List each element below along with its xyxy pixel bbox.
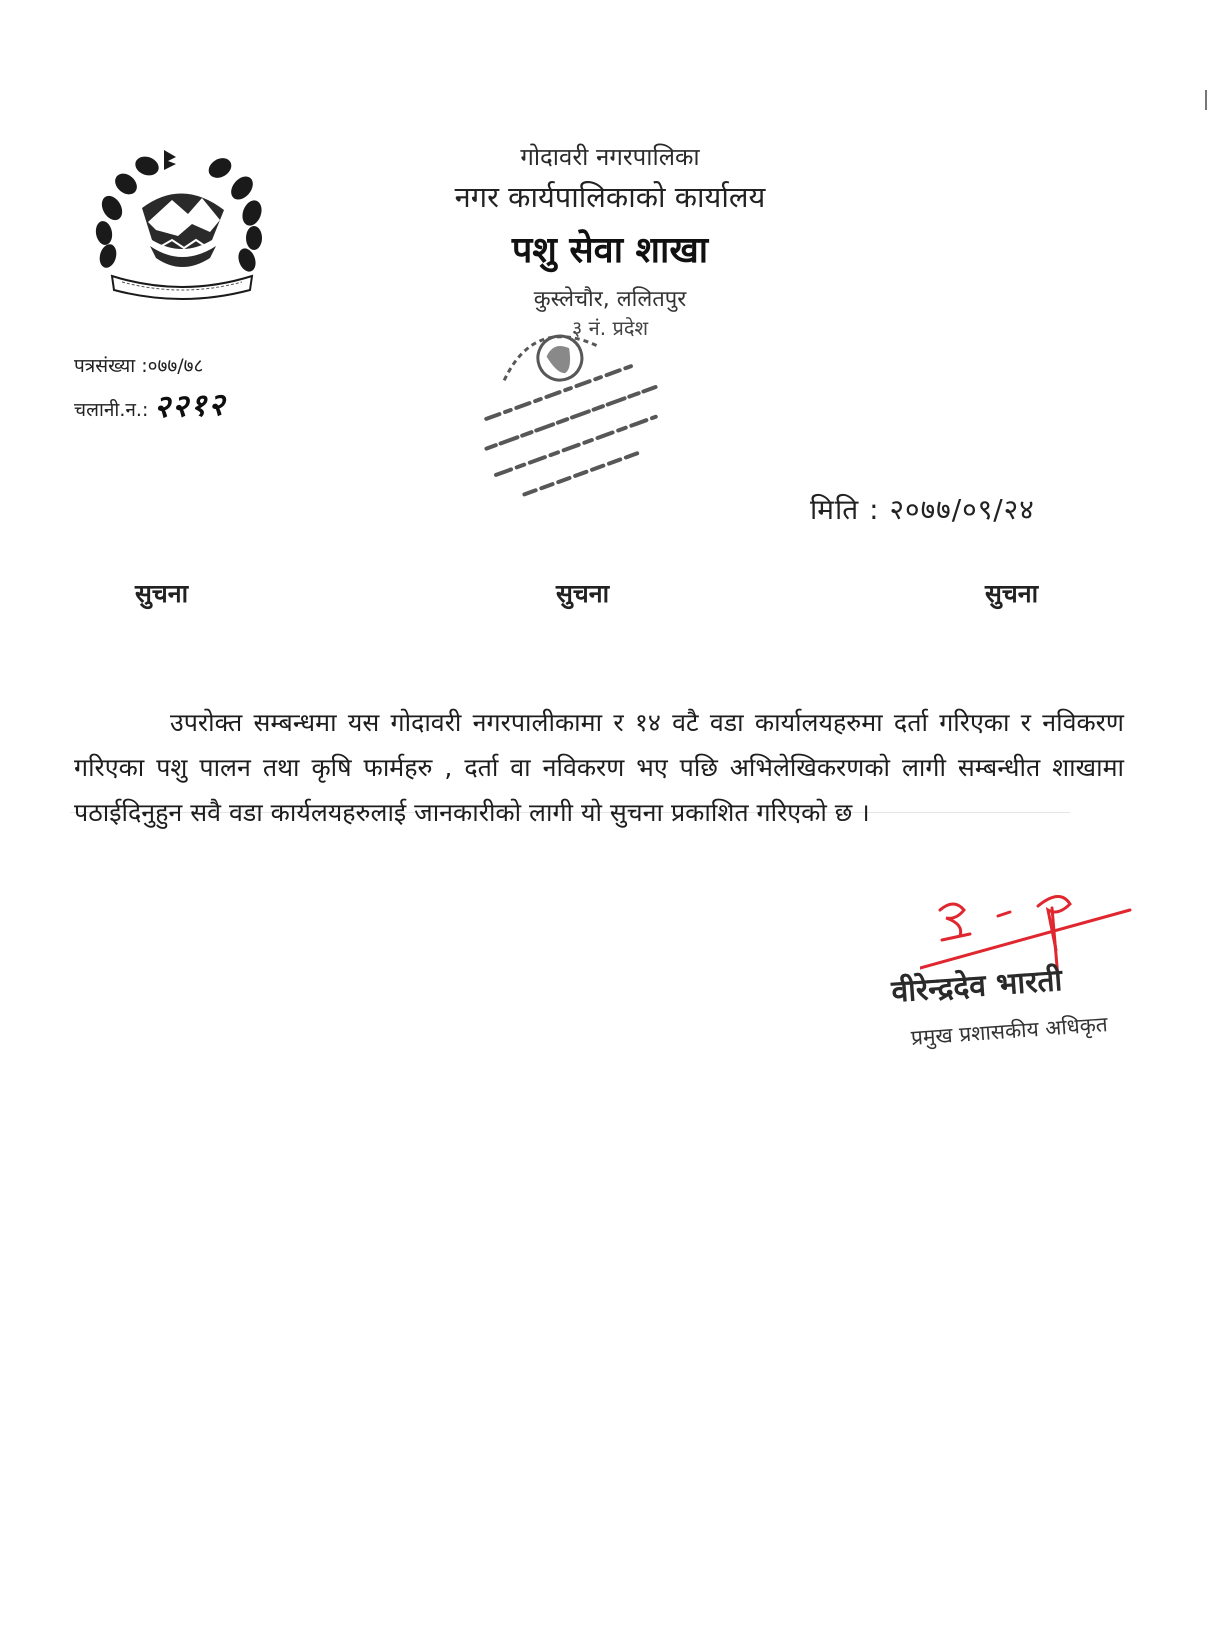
nepal-emblem-icon bbox=[92, 148, 272, 308]
notice-heading: सुचना bbox=[135, 579, 189, 608]
branch-name: पशु सेवा शाखा bbox=[511, 230, 709, 271]
signatory-title: प्रमुख प्रशासकीय अधिकृत bbox=[910, 1012, 1109, 1050]
office-address: कुस्लेचौर, ललितपुर bbox=[533, 287, 687, 312]
province-name: ३ नं. प्रदेश bbox=[571, 316, 649, 340]
letter-number-value: ०७७/७८ bbox=[147, 355, 204, 377]
letter-number bbox=[74, 352, 203, 378]
notice-heading: सुचना bbox=[556, 579, 610, 608]
dispatch-number-value: २२१२ bbox=[153, 386, 228, 426]
date-value: : २०७७/०९/२४ bbox=[869, 493, 1035, 526]
letter-number-label: पत्रसंख्या : bbox=[74, 355, 148, 377]
office-stamp bbox=[450, 320, 690, 510]
notice-body: उपरोक्त सम्बन्धमा यस गोदावरी नगरपालीकामा र १४ वटै वडा कार्यालयहरुमा दर्ता गरिएका र नविकरण गरिएका पशु पालन तथा कृषि फार्महरु , दर्ता वा नविकरण भए पछि अभिलेखिकरणको लागी सम्बन्धीत शाखामा पठाईदिनुहुन सवै वडा कार्यलयहरुलाई जानकारीको लागी यो सुचना प्रकाशित गरिएको छ । bbox=[74, 708, 1124, 827]
office-name: नगर कार्यपालिकाको कार्यालय bbox=[454, 180, 766, 214]
dispatch-number bbox=[74, 384, 227, 426]
dispatch-number-label: चलानी.न.: bbox=[74, 399, 149, 421]
date-label: मिति bbox=[810, 493, 860, 526]
signatory-name: वीरेन्द्रदेव भारती bbox=[890, 963, 1064, 1010]
scan-edge-mark bbox=[1205, 90, 1207, 110]
notice-heading: सुचना bbox=[985, 579, 1039, 608]
notice-date bbox=[810, 490, 1035, 528]
municipality-name: गोदावरी नगरपालिका bbox=[520, 143, 700, 171]
